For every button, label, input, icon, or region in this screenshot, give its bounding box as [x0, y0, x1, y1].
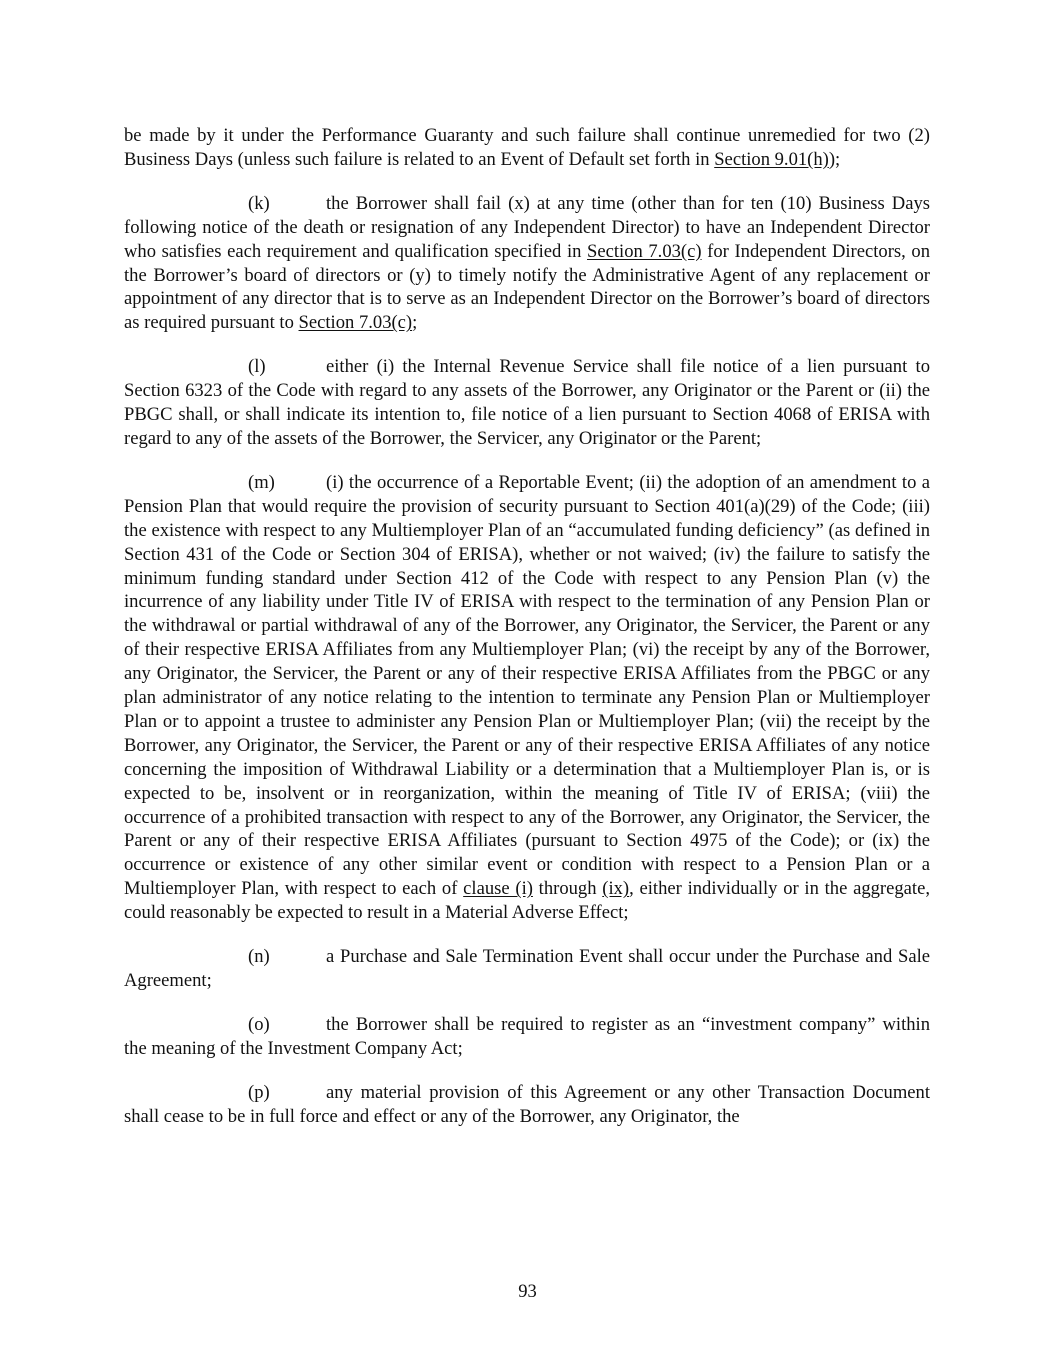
- clause-n-label: (n): [248, 946, 270, 968]
- clause-k-label: (k): [248, 192, 270, 214]
- continuation-text-2: );: [828, 148, 841, 170]
- clause-o-paragraph: [124, 1013, 930, 1061]
- clause-m-text-3: , either individually or in the aggregate, could reasonably be expected to result in a Material Adverse Effect;: [124, 878, 930, 924]
- clause-p-text: any material provision of this Agreement or any other Transaction Document shall cease to be in full force and effect or any of the Borrower, any Originator, the: [124, 1081, 930, 1127]
- clause-k-paragraph: [124, 192, 930, 335]
- clause-l-paragraph: [124, 355, 930, 451]
- clause-ref-i: clause (i): [463, 878, 533, 900]
- clause-k-text-1: the Borrower shall fail (x) at any time (other than for ten (10) Business Days following notice of the death or resignation of any Independent Director) to have an Independent Director who satisfies each requirement and qualification specified in: [124, 192, 930, 262]
- clause-m-text-1: (i) the occurrence of a Reportable Event; (ii) the adoption of an amendment to a Pension Plan that would require the provision of security pursuant to Section 401(a)(29) of the Code; (iii) the existence with respect to any Multiemployer Plan of an “accumulated funding deficiency” (as defined in Section 431 of the Code or Section 304 of ERISA), whether or not waived; (iv) the failure to satisfy the minimum funding standard under Section 412 of the Code with respect to any Pension Plan (v) the incurrence of any liability under Title IV of ERISA with respect to the termination of any Pension Plan or the withdrawal or partial withdrawal of any of the Borrower, any Originator, the Servicer, the Parent or any of their respective ERISA Affiliates from any Multiemployer Plan; (vi) the receipt by any of the Borrower, any Originator, the Servicer, the Parent or any of their respective ERISA Affiliates from the PBGC or any plan administrator of any notice relating to the intention to terminate any Pension Plan or Multiemployer Plan or to appoint a trustee to administer any Pension Plan or Multiemployer Plan; (vii) the receipt by the Borrower, any Originator, the Servicer, the Parent or any of their respective ERISA Affiliates of any notice concerning the imposition of Withdrawal Liability or a determination that a Multiemployer Plan is, or is expected to be, insolvent or in reorganization, within the meaning of Title IV of ERISA; (viii) the occurrence of a prohibited transaction with respect to any of the Borrower, any Originator, the Servicer, the Parent or any of their respective ERISA Affiliates (pursuant to Section 4975 of the Code); or (ix) the occurrence or existence of any other similar event or condition with respect to a Pension Plan or a Multiemployer Plan, with respect to each of: [124, 471, 930, 900]
- continuation-paragraph: [124, 124, 930, 172]
- section-ref-9-01h: Section 9.01(h): [714, 148, 829, 170]
- clause-ref-ix: (ix): [602, 878, 630, 900]
- section-ref-7-03c-first: Section 7.03(c): [587, 240, 702, 262]
- clause-p-label: (p): [248, 1081, 270, 1103]
- clause-p-paragraph: [124, 1081, 930, 1129]
- clause-l-text: either (i) the Internal Revenue Service shall file notice of a lien pursuant to Section 6323 of the Code with regard to any assets of the Borrower, any Originator or the Parent or (ii) the PBGC shall, or shall indicate its intention to, file notice of a lien pursuant to Section 4068 of ERISA with regard to any of the assets of the Borrower, the Servicer, any Originator or the Parent;: [124, 356, 930, 449]
- clause-k-text-2: for Independent Directors, on the Borrower’s board of directors or (y) to timely notify the Administrative Agent of any replacement or appointment of any director that is to serve as an Independent Director on the Borrower’s board of directors as required pursuant to: [124, 240, 930, 334]
- clause-m-label: (m): [248, 471, 275, 493]
- clause-o-label: (o): [248, 1013, 270, 1035]
- section-ref-7-03c-second: Section 7.03(c): [298, 312, 413, 334]
- clause-n-text: a Purchase and Sale Termination Event shall occur under the Purchase and Sale Agreement;: [124, 946, 930, 991]
- page-number: 93: [518, 1281, 537, 1302]
- clause-m-paragraph: [124, 471, 930, 925]
- continuation-text-1: be made by it under the Performance Guaranty and such failure shall continue unremedied for two (2) Business Days (unless such failure is related to an Event of Default set forth in: [124, 125, 930, 170]
- clause-n-paragraph: [124, 945, 930, 993]
- clause-k-text-3: ;: [412, 312, 418, 334]
- document-body: [124, 124, 930, 1129]
- clause-m-text-2: through: [532, 878, 603, 900]
- clause-l-label: (l): [248, 356, 266, 378]
- clause-o-text: the Borrower shall be required to register as an “investment company” within the meaning of the Investment Company Act;: [124, 1013, 930, 1059]
